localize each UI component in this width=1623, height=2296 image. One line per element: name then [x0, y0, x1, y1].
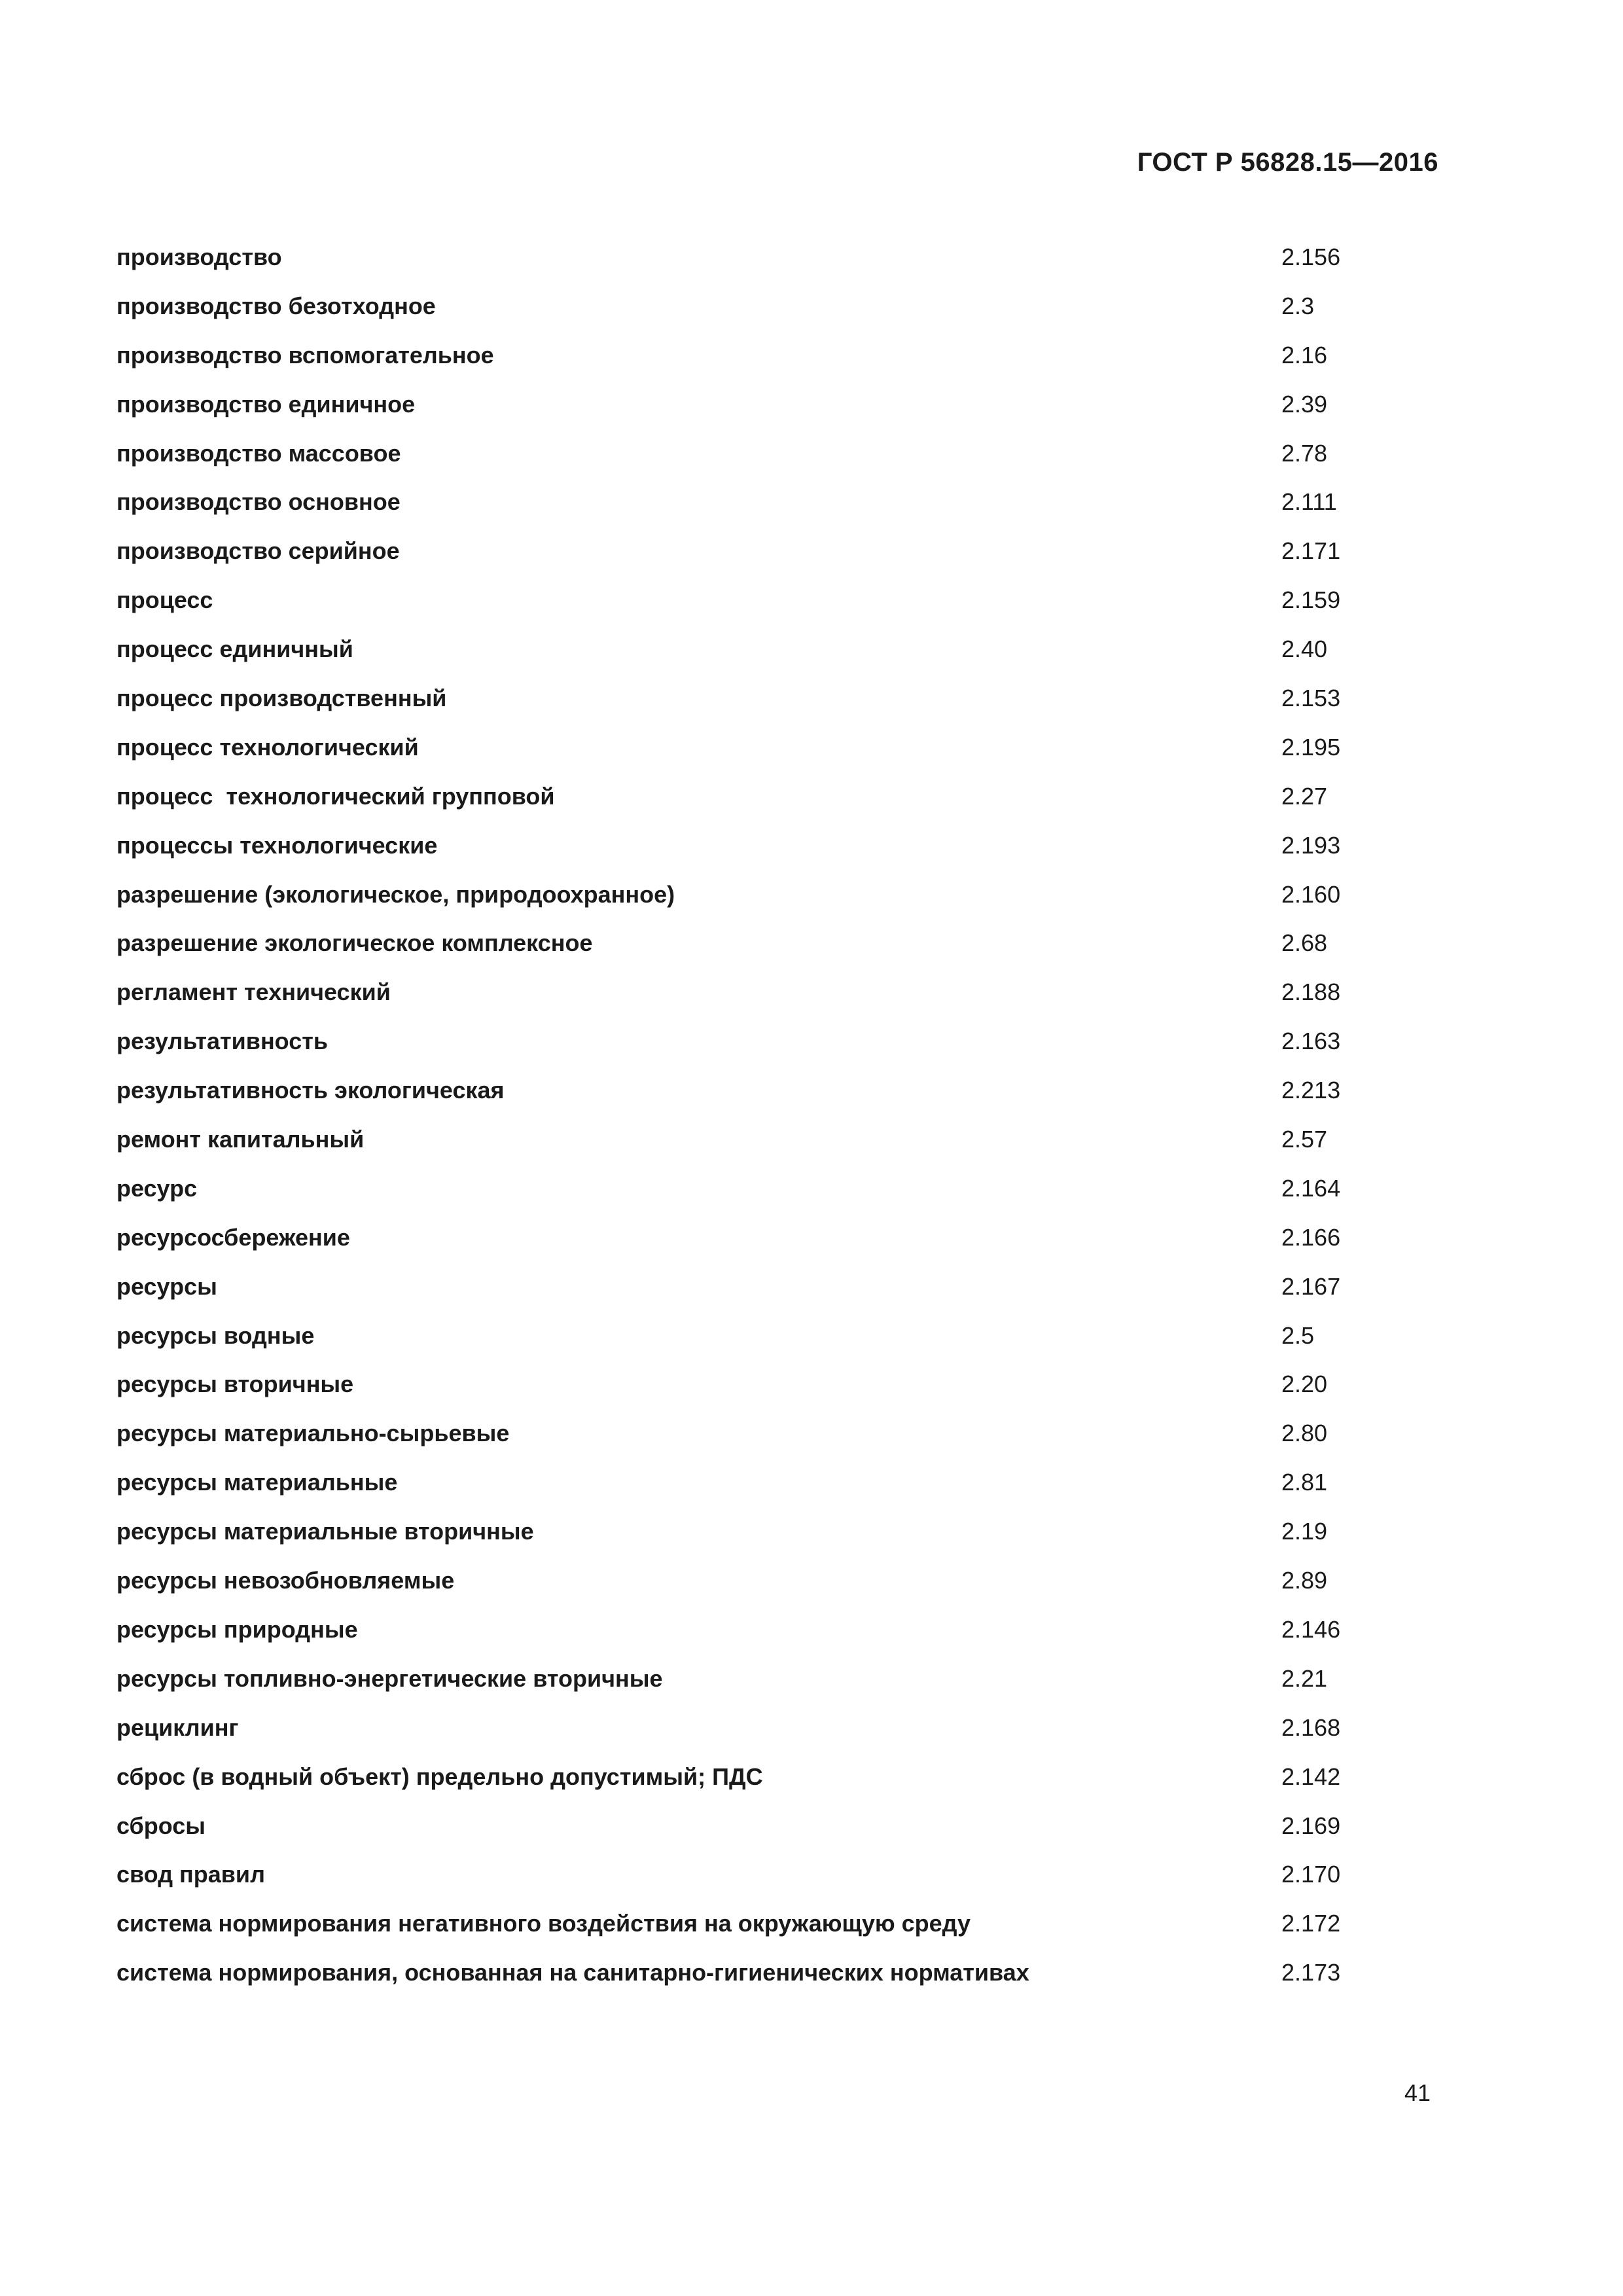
index-reference: 2.146	[1281, 1615, 1341, 1643]
index-reference: 2.171	[1281, 537, 1341, 565]
index-term: ресурсы природные	[116, 1615, 358, 1643]
index-term: рециклинг	[116, 1713, 239, 1741]
index-entry	[116, 1567, 1425, 1616]
index-term: разрешение (экологическое, природоохранное)	[116, 880, 675, 908]
index-term: процесс	[116, 586, 213, 614]
index-entry	[116, 1518, 1425, 1567]
index-entry	[116, 1861, 1425, 1910]
index-reference: 2.16	[1281, 341, 1328, 368]
index-term: система нормирования негативного воздействия на окружающую среду	[116, 1910, 971, 1937]
index-reference: 2.80	[1281, 1420, 1328, 1447]
index-reference: 2.160	[1281, 880, 1341, 908]
index-entry	[116, 685, 1425, 734]
index-term: процесс технологический групповой	[116, 782, 555, 810]
index-term: процесс производственный	[116, 685, 447, 712]
index-entry	[116, 881, 1425, 930]
index-term: ремонт капитальный	[116, 1126, 365, 1153]
index-entry	[116, 1420, 1425, 1469]
document-standard-number: ГОСТ Р 56828.15—2016	[1137, 148, 1438, 177]
index-term: производство массовое	[116, 439, 401, 467]
index-term: сброс (в водный объект) предельно допустимый; ПДС	[116, 1763, 763, 1790]
index-entry	[116, 1175, 1425, 1224]
index-reference: 2.188	[1281, 978, 1341, 1006]
index-reference: 2.20	[1281, 1371, 1328, 1398]
index-term: ресурсосбережение	[116, 1223, 350, 1251]
index-term: ресурсы топливно-энергетические вторичные	[116, 1664, 663, 1692]
index-entry	[116, 488, 1425, 537]
index-entry	[116, 391, 1425, 440]
index-term: ресурсы материальные вторичные	[116, 1518, 534, 1545]
index-term: сбросы	[116, 1812, 206, 1839]
index-reference: 2.173	[1281, 1959, 1341, 1986]
index-term: ресурсы материально-сырьевые	[116, 1420, 510, 1447]
index-reference: 2.172	[1281, 1910, 1341, 1937]
index-entry	[116, 243, 1425, 293]
index-reference: 2.27	[1281, 782, 1328, 810]
index-entry	[116, 1910, 1425, 1959]
index-entry	[116, 1665, 1425, 1714]
index-term: производство	[116, 243, 282, 270]
index-entry	[116, 1812, 1425, 1861]
index-reference: 2.168	[1281, 1713, 1341, 1741]
index-entry	[116, 1714, 1425, 1763]
index-entry	[116, 537, 1425, 586]
index-reference: 2.57	[1281, 1126, 1328, 1153]
index-term: ресурсы материальные	[116, 1469, 398, 1496]
index-reference: 2.89	[1281, 1567, 1328, 1594]
index-term: производство единичное	[116, 390, 416, 418]
index-entry	[116, 1273, 1425, 1322]
index-reference: 2.3	[1281, 292, 1315, 319]
index-entry	[116, 832, 1425, 881]
index-entry	[116, 1616, 1425, 1665]
index-reference: 2.5	[1281, 1321, 1315, 1349]
index-term: производство вспомогательное	[116, 341, 494, 368]
index-term: результативность экологическая	[116, 1077, 505, 1104]
index-term: ресурсы водные	[116, 1321, 315, 1349]
index-entry	[116, 734, 1425, 783]
index-reference: 2.159	[1281, 586, 1341, 614]
term-index-list	[116, 243, 1425, 2008]
index-term: ресурсы вторичные	[116, 1371, 354, 1398]
index-reference: 2.19	[1281, 1518, 1328, 1545]
index-entry	[116, 1371, 1425, 1420]
index-entry	[116, 783, 1425, 832]
index-reference: 2.81	[1281, 1469, 1328, 1496]
index-entry	[116, 342, 1425, 391]
index-term: результативность	[116, 1028, 328, 1055]
index-entry	[116, 1959, 1425, 2008]
index-term: производство основное	[116, 488, 401, 516]
index-reference: 2.167	[1281, 1272, 1341, 1300]
index-reference: 2.163	[1281, 1028, 1341, 1055]
index-term: ресурс	[116, 1174, 198, 1202]
index-term: ресурсы невозобновляемые	[116, 1567, 455, 1594]
index-term: процесс технологический	[116, 733, 419, 761]
index-reference: 2.213	[1281, 1077, 1341, 1104]
index-entry	[116, 929, 1425, 978]
index-reference: 2.21	[1281, 1664, 1328, 1692]
index-term: система нормирования, основанная на санитарно-гигиенических нормативах	[116, 1959, 1029, 1986]
index-entry	[116, 1469, 1425, 1518]
index-reference: 2.170	[1281, 1861, 1341, 1888]
index-term: ресурсы	[116, 1272, 217, 1300]
index-reference: 2.68	[1281, 929, 1328, 957]
index-term: свод правил	[116, 1861, 265, 1888]
index-entry	[116, 978, 1425, 1028]
index-entry	[116, 1322, 1425, 1371]
index-term: разрешение экологическое комплексное	[116, 929, 593, 957]
index-reference: 2.40	[1281, 636, 1328, 663]
index-reference: 2.195	[1281, 733, 1341, 761]
index-term: производство безотходное	[116, 292, 436, 319]
index-entry	[116, 1763, 1425, 1812]
index-reference: 2.193	[1281, 831, 1341, 859]
index-entry	[116, 1028, 1425, 1077]
index-term: регламент технический	[116, 978, 391, 1006]
index-term: процессы технологические	[116, 831, 438, 859]
index-reference: 2.169	[1281, 1812, 1341, 1839]
index-entry	[116, 293, 1425, 342]
index-reference: 2.111	[1281, 488, 1337, 516]
index-reference: 2.78	[1281, 439, 1328, 467]
index-term: производство серийное	[116, 537, 400, 565]
index-entry	[116, 1077, 1425, 1126]
index-entry	[116, 1126, 1425, 1175]
index-reference: 2.153	[1281, 685, 1341, 712]
index-entry	[116, 440, 1425, 489]
index-term: процесс единичный	[116, 636, 353, 663]
index-reference: 2.156	[1281, 243, 1341, 270]
index-entry	[116, 586, 1425, 636]
page-number: 41	[1404, 2079, 1431, 2106]
index-entry	[116, 636, 1425, 685]
index-reference: 2.164	[1281, 1174, 1341, 1202]
index-entry	[116, 1224, 1425, 1273]
index-reference: 2.142	[1281, 1763, 1341, 1790]
index-reference: 2.39	[1281, 390, 1328, 418]
index-reference: 2.166	[1281, 1223, 1341, 1251]
